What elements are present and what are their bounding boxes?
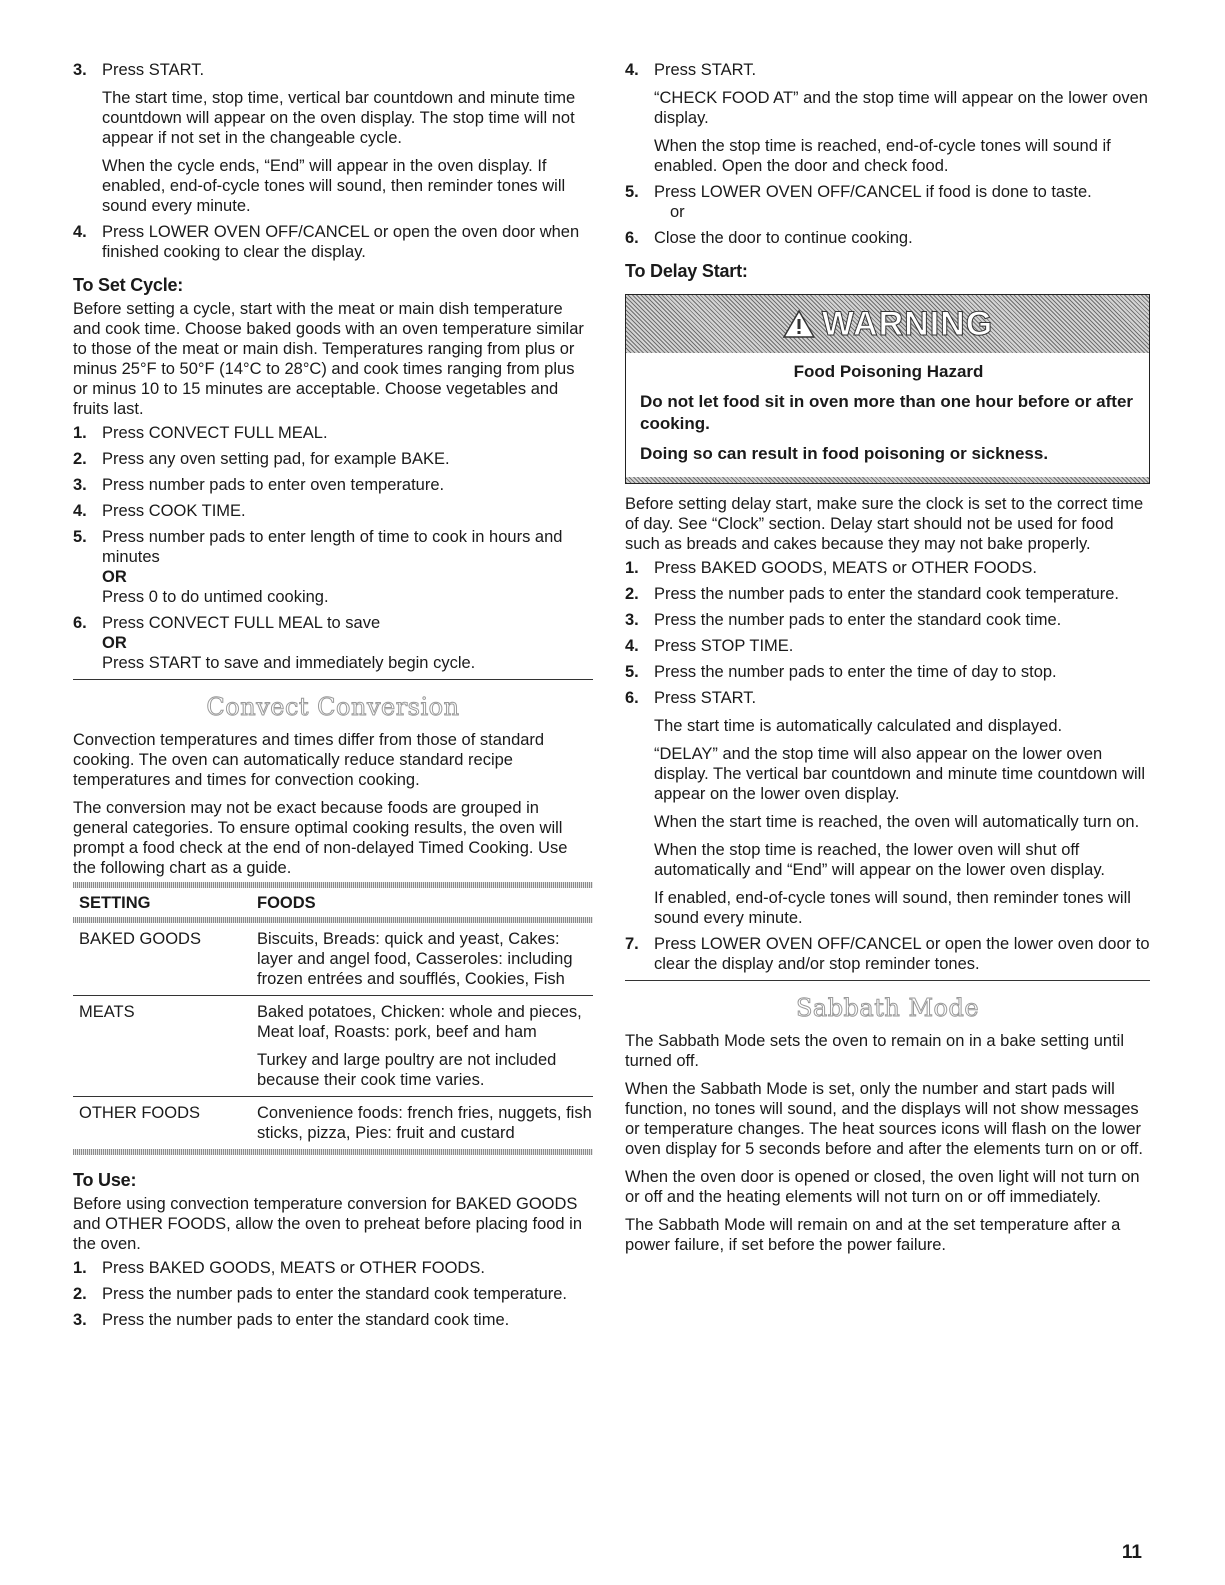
warning-body	[626, 353, 1149, 477]
step-detail: The start time is automatically calculated and displayed.	[654, 717, 1063, 735]
step-number: 3.	[73, 61, 87, 79]
step-detail: “CHECK FOOD AT” and the stop time will appear on the lower oven display.	[654, 89, 1148, 127]
warning-hazard: Food Poisoning Hazard	[793, 362, 984, 381]
sabbath-paragraph: When the Sabbath Mode is set, only the number and start pads will function, no tones will sound, and the displays will not show messages or temperature changes. The heat sources icons will flash on the lower oven display for 5 seconds before and after the elements turn on or off.	[625, 1080, 1143, 1158]
list-item	[625, 662, 1150, 682]
step-text: Press START.	[102, 61, 205, 79]
step-alternative: Press 0 to do untimed cooking.	[102, 588, 329, 606]
sabbath-mode-title: Sabbath Mode	[795, 994, 980, 1022]
set-cycle-intro: Before setting a cycle, start with the meat or main dish temperature and cook time. Choose baked goods with an oven temperature similar to those of the meat or main dish. Temperatures ranging from plus or minus 25°F to 50°F (14°C to 28°C) and cook times ranging from plus or minus 10 to 15 minutes are acceptable. Choose vegetables and fruits last.	[73, 300, 584, 418]
step-number: 4.	[625, 61, 639, 79]
convect-paragraph: The conversion may not be exact because foods are grouped in general categories. To ensure optimal cooking results, the oven will prompt a food check at the end of non-delayed Timed Cooking. Use the following chart as a guide.	[73, 799, 568, 877]
set-cycle-heading: To Set Cycle:	[73, 275, 184, 295]
to-use-intro: Before using convection temperature conversion for BAKED GOODS and OTHER FOODS, allow the oven to preheat before placing food in the oven.	[73, 1195, 583, 1253]
warning-line: Do not let food sit in oven more than one hour before or after cooking.	[640, 392, 1134, 433]
foods-cell	[251, 923, 593, 996]
table-row	[73, 923, 593, 996]
convect-paragraph: Convection temperatures and times differ from those of standard cooking. The oven can automatically reduce standard recipe temperatures and times for convection cooking.	[73, 731, 545, 789]
step-text: Press number pads to enter oven temperature.	[102, 476, 445, 494]
or-separator: OR	[102, 568, 127, 586]
step-number: 5.	[625, 183, 639, 201]
list-item	[625, 558, 1150, 578]
list-item	[73, 1258, 593, 1278]
step-text: Press COOK TIME.	[102, 502, 246, 520]
list-item	[625, 934, 1150, 974]
foods-note: Turkey and large poultry are not included because their cook time varies.	[257, 1051, 557, 1089]
right-column	[625, 60, 1150, 1255]
step-number: 5.	[625, 663, 639, 681]
step-text: Press the number pads to enter the time of day to stop.	[654, 663, 1057, 681]
step-text: Press LOWER OVEN OFF/CANCEL or open the oven door when finished cooking to clear the display.	[102, 223, 580, 261]
list-item	[625, 584, 1150, 604]
table-header-row	[73, 888, 593, 917]
list-item	[625, 610, 1150, 630]
or-separator: or	[670, 203, 685, 221]
sabbath-paragraph: The Sabbath Mode will remain on and at the set temperature after a power failure, if set before the power failure.	[625, 1216, 1121, 1254]
step-detail: When the stop time is reached, the lower oven will shut off automatically and “End” will appear on the lower oven display.	[654, 841, 1105, 879]
warning-title: WARNING	[821, 304, 994, 343]
list-item	[625, 60, 1150, 176]
step-text: Press START.	[654, 689, 757, 707]
setting-cell: BAKED GOODS	[79, 930, 201, 948]
list-item	[73, 1284, 593, 1304]
step-alternative: Press START to save and immediately begin cycle.	[102, 654, 476, 672]
step-number: 1.	[73, 1259, 87, 1277]
list-item	[73, 475, 593, 495]
step-number: 2.	[625, 585, 639, 603]
sabbath-paragraph: When the oven door is opened or closed, the oven light will not turn on or off and the heating elements will not turn on or off immediately.	[625, 1168, 1140, 1206]
step-number: 2.	[73, 450, 87, 468]
step-text: Press the number pads to enter the standard cook time.	[654, 611, 1062, 629]
step-detail: The start time, stop time, vertical bar countdown and minute time countdown will appear on the oven display. The stop time will not appear if not set in the changeable cycle.	[102, 89, 576, 147]
step-number: 2.	[73, 1285, 87, 1303]
list-item	[73, 613, 593, 673]
list-item	[625, 688, 1150, 928]
step-text: Press the number pads to enter the standard cook time.	[102, 1311, 510, 1329]
step-text: Press CONVECT FULL MEAL.	[102, 424, 328, 442]
step-text: Press the number pads to enter the standard cook temperature.	[654, 585, 1120, 603]
step-number: 1.	[73, 424, 87, 442]
sabbath-paragraph: The Sabbath Mode sets the oven to remain on in a bake setting until turned off.	[625, 1032, 1124, 1070]
step-text: Press START.	[654, 61, 757, 79]
list-item	[73, 423, 593, 443]
step-number: 3.	[73, 476, 87, 494]
foods-text: Biscuits, Breads: quick and yeast, Cakes: layer and angel food, Casseroles: including frozen entrées and soufflés, Cookies, Fish	[257, 930, 573, 988]
list-item	[625, 636, 1150, 656]
step-text: Press STOP TIME.	[654, 637, 794, 655]
page-number: 11	[1121, 1542, 1142, 1563]
step-number: 3.	[73, 1311, 87, 1329]
step-text: Press number pads to enter length of time to cook in hours and minutes	[102, 528, 563, 566]
convect-foods-table	[73, 888, 593, 1149]
warning-banner	[626, 295, 1149, 353]
delay-intro: Before setting delay start, make sure the clock is set to the correct time of day. See “Clock” section. Delay start should not be used for food such as breads and cakes because they may not bake properly.	[625, 495, 1144, 553]
step-text: Close the door to continue cooking.	[654, 229, 913, 247]
setting-cell: OTHER FOODS	[73, 1097, 251, 1150]
list-item	[73, 222, 593, 262]
step-detail: When the stop time is reached, end-of-cycle tones will sound if enabled. Open the door and check food.	[654, 137, 1111, 175]
warning-line: Doing so can result in food poisoning or sickness.	[640, 444, 1049, 463]
foods-text: Convenience foods: french fries, nuggets, fish sticks, pizza, Pies: fruit and custard	[257, 1104, 592, 1142]
foods-cell	[251, 1097, 593, 1150]
table-row	[73, 1097, 593, 1150]
warning-bottom-band	[626, 477, 1149, 483]
list-item	[73, 1310, 593, 1330]
table-bottom-band	[73, 1149, 593, 1155]
step-detail: When the cycle ends, “End” will appear in the oven display. If enabled, end-of-cycle tones will sound, then reminder tones will sound every minute.	[102, 157, 566, 215]
step-text: Press LOWER OVEN OFF/CANCEL if food is done to taste.	[654, 183, 1092, 201]
convect-conversion-title: Convect Conversion	[206, 693, 460, 721]
table-row	[73, 996, 593, 1097]
step-text: Press LOWER OVEN OFF/CANCEL or open the lower oven door to clear the display and/or stop reminder tones.	[654, 935, 1150, 973]
step-number: 3.	[625, 611, 639, 629]
delay-start-heading: To Delay Start:	[625, 261, 748, 281]
section-divider	[625, 980, 1150, 981]
list-item	[73, 501, 593, 521]
step-number: 5.	[73, 528, 87, 546]
step-number: 6.	[625, 689, 639, 707]
step-number: 7.	[625, 935, 639, 953]
warning-box	[625, 294, 1150, 484]
step-number: 4.	[73, 502, 87, 520]
step-number: 4.	[73, 223, 87, 241]
setting-cell: MEATS	[73, 996, 251, 1097]
step-detail: “DELAY” and the stop time will also appear on the lower oven display. The vertical bar countdown and minute time countdown will appear on the lower oven display.	[654, 745, 1145, 803]
list-item	[625, 182, 1150, 222]
section-divider	[73, 679, 593, 680]
step-number: 6.	[73, 614, 87, 632]
step-text: Press any oven setting pad, for example BAKE.	[102, 450, 450, 468]
or-separator: OR	[102, 634, 127, 652]
list-item	[73, 60, 593, 216]
foods-text: Baked potatoes, Chicken: whole and pieces, Meat loaf, Roasts: pork, beef and ham	[257, 1003, 582, 1041]
step-text: Press the number pads to enter the standard cook temperature.	[102, 1285, 568, 1303]
step-text: Press BAKED GOODS, MEATS or OTHER FOODS.	[654, 559, 1037, 577]
left-column	[73, 60, 593, 1336]
column-header-setting: SETTING	[79, 894, 151, 912]
step-detail: When the start time is reached, the oven will automatically turn on.	[654, 813, 1140, 831]
step-detail: If enabled, end-of-cycle tones will sound, then reminder tones will sound every minute.	[654, 889, 1131, 927]
foods-cell	[251, 996, 593, 1097]
step-text: Press BAKED GOODS, MEATS or OTHER FOODS.	[102, 1259, 485, 1277]
list-item	[73, 527, 593, 607]
step-number: 1.	[625, 559, 639, 577]
to-use-heading: To Use:	[73, 1170, 137, 1190]
step-number: 4.	[625, 637, 639, 655]
warning-triangle-icon	[782, 309, 816, 339]
step-number: 6.	[625, 229, 639, 247]
list-item	[625, 228, 1150, 248]
step-text: Press CONVECT FULL MEAL to save	[102, 614, 381, 632]
list-item	[73, 449, 593, 469]
column-header-foods: FOODS	[257, 894, 316, 912]
